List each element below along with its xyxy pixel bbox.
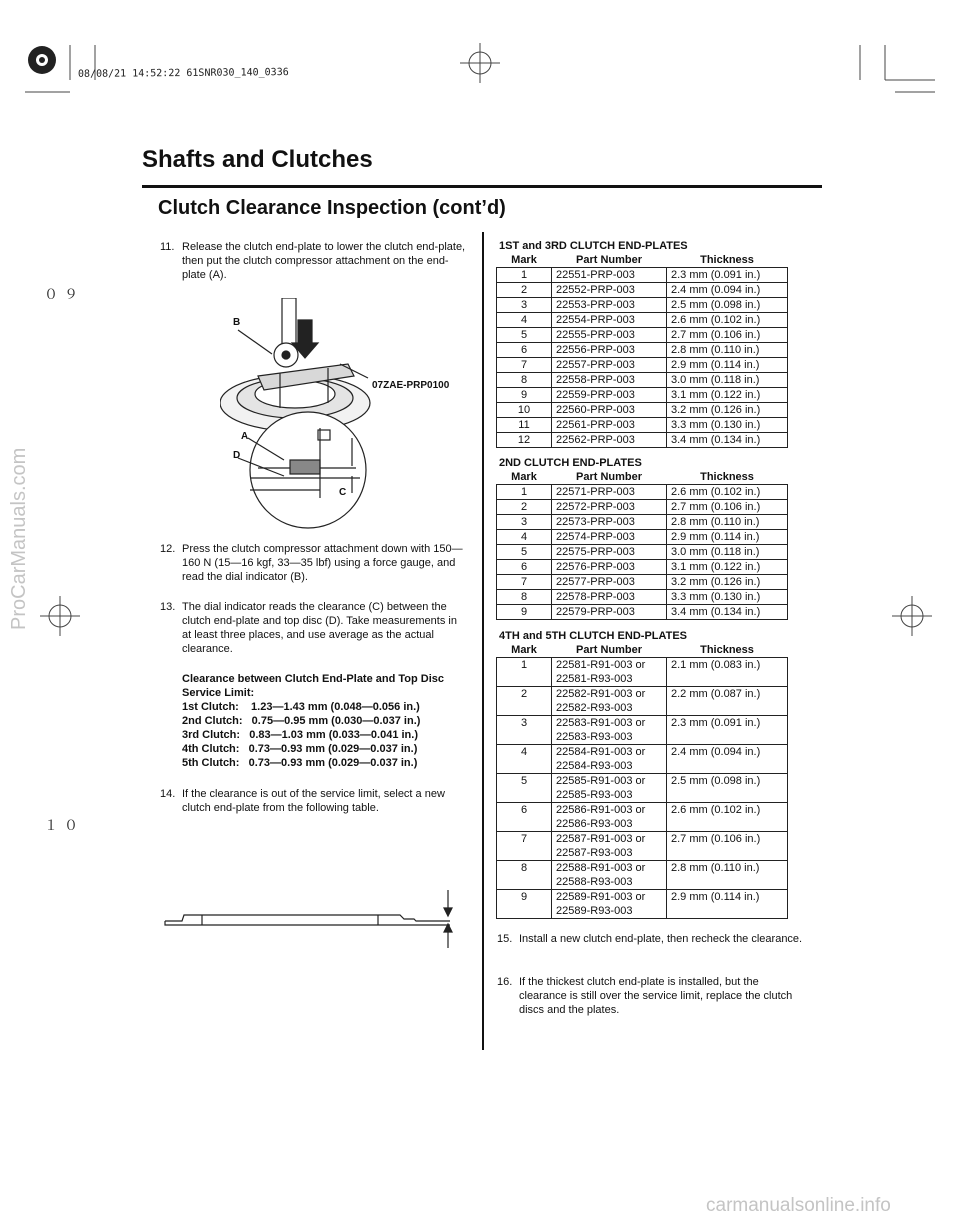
cell-part-number: 22573-PRP-003 xyxy=(552,515,667,530)
cell-mark: 6 xyxy=(497,560,552,575)
spec-row: 2nd Clutch: 0.75—0.95 mm (0.030—0.037 in.) xyxy=(182,715,421,727)
table-row xyxy=(497,283,788,298)
cell-thickness: 3.1 mm (0.122 in.) xyxy=(667,388,788,403)
table-row xyxy=(497,716,788,745)
cell-part-number: 22551-PRP-003 xyxy=(552,268,667,283)
cell-thickness: 2.2 mm (0.087 in.) xyxy=(667,687,788,716)
cell-mark: 5 xyxy=(497,328,552,343)
cell-mark: 6 xyxy=(497,343,552,358)
table-row xyxy=(497,343,788,358)
table-row xyxy=(497,515,788,530)
step-text: Install a new clutch end-plate, then recheck the clearance. xyxy=(519,933,803,945)
cell-mark: 1 xyxy=(497,268,552,283)
cell-part-number: 22574-PRP-003 xyxy=(552,530,667,545)
cell-thickness: 2.9 mm (0.114 in.) xyxy=(667,358,788,373)
cell-thickness: 3.3 mm (0.130 in.) xyxy=(667,418,788,433)
figure-label-b: B xyxy=(233,317,241,328)
watermark-footer: carmanualsonline.info xyxy=(706,1195,891,1216)
col-header-mark: Mark xyxy=(511,644,537,656)
table-row xyxy=(497,545,788,560)
print-stamp: 08/08/21 14:52:22 61SNR030_140_0336 xyxy=(77,67,289,80)
table-title-1st-3rd: 1ST and 3RD CLUTCH END-PLATES xyxy=(499,240,688,252)
cell-thickness: 3.2 mm (0.126 in.) xyxy=(667,403,788,418)
table-4th-5th-end-plates xyxy=(496,643,788,919)
cell-part-number: 22560-PRP-003 xyxy=(552,403,667,418)
table-row xyxy=(497,560,788,575)
table-title-4th-5th: 4TH and 5TH CLUTCH END-PLATES xyxy=(499,630,688,642)
cell-part-number: 22557-PRP-003 xyxy=(552,358,667,373)
step-number: 11. xyxy=(160,241,175,253)
col-header-mark: Mark xyxy=(511,471,537,483)
cell-mark: 4 xyxy=(497,530,552,545)
cell-thickness: 3.3 mm (0.130 in.) xyxy=(667,590,788,605)
cell-part-number: 22583-R91-003 or 22583-R93-003 xyxy=(552,716,667,745)
cell-thickness: 2.3 mm (0.091 in.) xyxy=(667,268,788,283)
step-number: 14. xyxy=(160,788,176,800)
margin-number-top: ０９ xyxy=(44,287,84,303)
step-number: 16. xyxy=(497,976,513,988)
margin-number-bottom: １０ xyxy=(44,818,84,834)
end-plate-profile-figure xyxy=(160,890,460,950)
spec-row: 4th Clutch: 0.73—0.93 mm (0.029—0.037 in.) xyxy=(182,743,418,755)
cell-mark: 3 xyxy=(497,716,552,745)
cell-thickness: 2.7 mm (0.106 in.) xyxy=(667,328,788,343)
table-row xyxy=(497,418,788,433)
table-row xyxy=(497,328,788,343)
cell-thickness: 2.5 mm (0.098 in.) xyxy=(667,298,788,313)
cell-mark: 2 xyxy=(497,500,552,515)
title-rule xyxy=(142,185,822,188)
cell-thickness: 3.4 mm (0.134 in.) xyxy=(667,605,788,620)
table-row xyxy=(497,388,788,403)
col-header-thickness: Thickness xyxy=(700,471,754,483)
table-row xyxy=(497,313,788,328)
cell-thickness: 2.4 mm (0.094 in.) xyxy=(667,283,788,298)
cell-mark: 6 xyxy=(497,803,552,832)
cell-mark: 8 xyxy=(497,861,552,890)
table-row xyxy=(497,403,788,418)
cell-thickness: 2.3 mm (0.091 in.) xyxy=(667,716,788,745)
table-row xyxy=(497,500,788,515)
cell-part-number: 22554-PRP-003 xyxy=(552,313,667,328)
table-row xyxy=(497,268,788,283)
registration-target-icon xyxy=(28,46,56,74)
spec-heading: Clearance between Clutch End-Plate and Top Disc xyxy=(182,673,445,685)
cell-thickness: 3.1 mm (0.122 in.) xyxy=(667,560,788,575)
cell-mark: 5 xyxy=(497,545,552,560)
table-row xyxy=(497,745,788,774)
cell-part-number: 22552-PRP-003 xyxy=(552,283,667,298)
step-number: 13. xyxy=(160,601,176,613)
table-row xyxy=(497,358,788,373)
cell-part-number: 22571-PRP-003 xyxy=(552,485,667,500)
cell-part-number: 22558-PRP-003 xyxy=(552,373,667,388)
cell-part-number: 22579-PRP-003 xyxy=(552,605,667,620)
cell-part-number: 22572-PRP-003 xyxy=(552,500,667,515)
cell-part-number: 22578-PRP-003 xyxy=(552,590,667,605)
cell-mark: 4 xyxy=(497,745,552,774)
table-1st-3rd-end-plates xyxy=(496,253,788,448)
figure-label-d: D xyxy=(233,450,241,461)
cell-part-number: 22587-R91-003 or 22587-R93-003 xyxy=(552,832,667,861)
cell-mark: 9 xyxy=(497,605,552,620)
cell-part-number: 22582-R91-003 or 22582-R93-003 xyxy=(552,687,667,716)
step-text: Press the clutch compressor attachment down with 150—160 N (15—16 kgf, 33—35 lbf) using a force gauge, and read the dial indicator (B). xyxy=(182,543,463,583)
page-title: Shafts and Clutches xyxy=(142,146,373,173)
table-row xyxy=(497,605,788,620)
table-row xyxy=(497,861,788,890)
cell-mark: 12 xyxy=(497,433,552,448)
cell-mark: 2 xyxy=(497,283,552,298)
step-text: If the clearance is out of the service limit, select a new clutch end-plate from the following table. xyxy=(182,788,445,814)
watermark-side: ProCarManuals.com xyxy=(8,447,30,630)
table-row xyxy=(497,590,788,605)
cell-mark: 1 xyxy=(497,485,552,500)
col-header-thickness: Thickness xyxy=(700,644,754,656)
table-row xyxy=(497,530,788,545)
cell-part-number: 22584-R91-003 or 22584-R93-003 xyxy=(552,745,667,774)
cell-mark: 1 xyxy=(497,658,552,687)
cell-thickness: 2.6 mm (0.102 in.) xyxy=(667,803,788,832)
cell-thickness: 2.5 mm (0.098 in.) xyxy=(667,774,788,803)
spec-row: 1st Clutch: 1.23—1.43 mm (0.048—0.056 in.) xyxy=(182,701,420,713)
dial-indicator-figure xyxy=(220,298,470,538)
cell-mark: 11 xyxy=(497,418,552,433)
cell-thickness: 2.8 mm (0.110 in.) xyxy=(667,861,788,890)
cell-part-number: 22577-PRP-003 xyxy=(552,575,667,590)
cell-part-number: 22559-PRP-003 xyxy=(552,388,667,403)
cell-mark: 7 xyxy=(497,575,552,590)
table-row xyxy=(497,774,788,803)
table-row xyxy=(497,575,788,590)
cell-part-number: 22581-R91-003 or 22581-R93-003 xyxy=(552,658,667,687)
table-row xyxy=(497,433,788,448)
cell-mark: 3 xyxy=(497,298,552,313)
cell-thickness: 2.4 mm (0.094 in.) xyxy=(667,745,788,774)
step-number: 15. xyxy=(497,933,513,945)
cell-mark: 7 xyxy=(497,832,552,861)
table-row xyxy=(497,687,788,716)
table-row xyxy=(497,298,788,313)
cell-part-number: 22556-PRP-003 xyxy=(552,343,667,358)
cell-thickness: 3.2 mm (0.126 in.) xyxy=(667,575,788,590)
table-row xyxy=(497,890,788,919)
col-header-mark: Mark xyxy=(511,254,537,266)
cell-part-number: 22588-R91-003 or 22588-R93-003 xyxy=(552,861,667,890)
cell-part-number: 22555-PRP-003 xyxy=(552,328,667,343)
cell-part-number: 22589-R91-003 or 22589-R93-003 xyxy=(552,890,667,919)
cell-thickness: 2.1 mm (0.083 in.) xyxy=(667,658,788,687)
cell-thickness: 2.6 mm (0.102 in.) xyxy=(667,485,788,500)
col-header-part-number: Part Number xyxy=(575,471,643,483)
table-row xyxy=(497,803,788,832)
section-title: Clutch Clearance Inspection (cont’d) xyxy=(158,197,506,219)
cell-thickness: 2.8 mm (0.110 in.) xyxy=(667,343,788,358)
col-header-part-number: Part Number xyxy=(575,254,643,266)
table-row xyxy=(497,373,788,388)
step-text: The dial indicator reads the clearance (C) between the clutch end-plate and top disc (D). Take measurements in at least three places, and use average as the actual clearance. xyxy=(182,601,457,655)
step-text: Release the clutch end-plate to lower the clutch end-plate, then put the clutch compressor attachment on the end-plate (A). xyxy=(182,241,466,281)
cell-part-number: 22576-PRP-003 xyxy=(552,560,667,575)
spec-limit-label: Service Limit: xyxy=(182,687,255,699)
cell-thickness: 3.0 mm (0.118 in.) xyxy=(667,545,788,560)
cell-thickness: 3.4 mm (0.134 in.) xyxy=(667,433,788,448)
cell-thickness: 2.7 mm (0.106 in.) xyxy=(667,832,788,861)
cell-mark: 4 xyxy=(497,313,552,328)
cell-mark: 9 xyxy=(497,388,552,403)
step-text: If the thickest clutch end-plate is installed, but the clearance is still over the service limit, replace the clutch discs and the plates. xyxy=(519,976,793,1016)
cell-thickness: 2.6 mm (0.102 in.) xyxy=(667,313,788,328)
col-header-part-number: Part Number xyxy=(575,644,643,656)
figure-label-tool: 07ZAE-PRP0100 xyxy=(372,380,450,391)
table-row xyxy=(497,658,788,687)
cell-part-number: 22562-PRP-003 xyxy=(552,433,667,448)
col-header-thickness: Thickness xyxy=(700,254,754,266)
cell-part-number: 22561-PRP-003 xyxy=(552,418,667,433)
cell-mark: 7 xyxy=(497,358,552,373)
cell-mark: 5 xyxy=(497,774,552,803)
figure-label-c: C xyxy=(339,487,347,498)
cell-part-number: 22585-R91-003 or 22585-R93-003 xyxy=(552,774,667,803)
figure-label-a: A xyxy=(241,431,249,442)
cell-part-number: 22586-R91-003 or 22586-R93-003 xyxy=(552,803,667,832)
table-2nd-end-plates xyxy=(496,470,788,620)
cell-part-number: 22575-PRP-003 xyxy=(552,545,667,560)
clearance-spec xyxy=(182,672,472,770)
cell-mark: 8 xyxy=(497,590,552,605)
cell-mark: 9 xyxy=(497,890,552,919)
step-number: 12. xyxy=(160,543,176,555)
cell-thickness: 3.0 mm (0.118 in.) xyxy=(667,373,788,388)
cell-mark: 2 xyxy=(497,687,552,716)
cell-mark: 3 xyxy=(497,515,552,530)
cell-mark: 10 xyxy=(497,403,552,418)
table-row xyxy=(497,485,788,500)
cell-part-number: 22553-PRP-003 xyxy=(552,298,667,313)
cell-thickness: 2.7 mm (0.106 in.) xyxy=(667,500,788,515)
cell-thickness: 2.9 mm (0.114 in.) xyxy=(667,890,788,919)
cell-mark: 8 xyxy=(497,373,552,388)
column-divider xyxy=(482,232,484,1050)
table-title-2nd: 2ND CLUTCH END-PLATES xyxy=(499,457,642,469)
cell-thickness: 2.9 mm (0.114 in.) xyxy=(667,530,788,545)
table-row xyxy=(497,832,788,861)
spec-row: 5th Clutch: 0.73—0.93 mm (0.029—0.037 in.) xyxy=(182,757,418,769)
cell-thickness: 2.8 mm (0.110 in.) xyxy=(667,515,788,530)
spec-row: 3rd Clutch: 0.83—1.03 mm (0.033—0.041 in.) xyxy=(182,729,418,741)
